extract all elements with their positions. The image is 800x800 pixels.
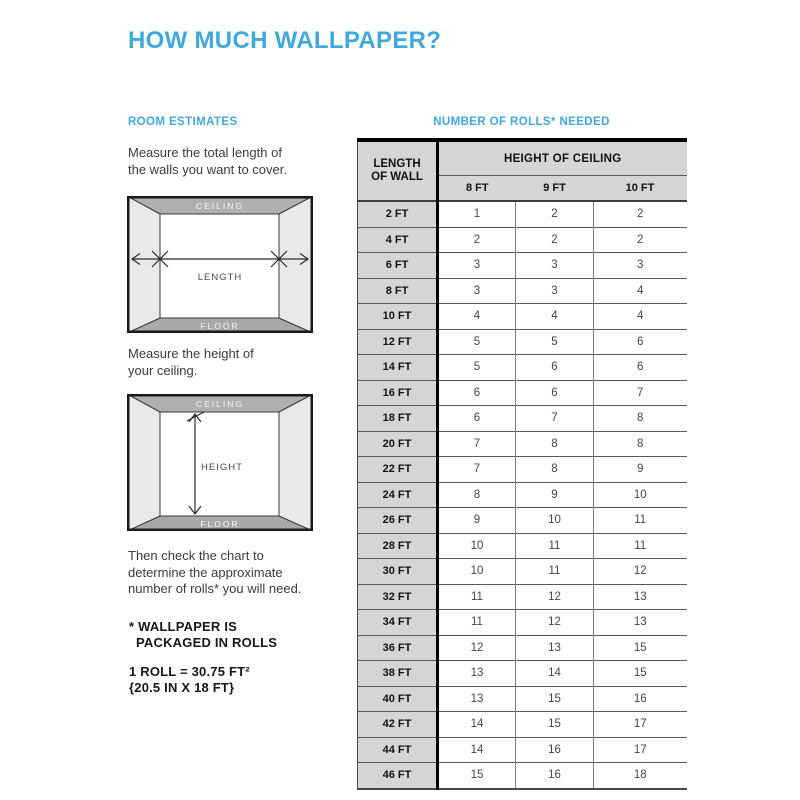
rolls-value-cell: 3 [438,253,516,279]
table-row [358,431,687,457]
table-row [358,457,687,483]
step1-instruction: Measure the total length of the walls you want to cover. [128,145,287,177]
rolls-value-cell: 15 [594,661,687,687]
rolls-value-cell: 7 [594,380,687,406]
rolls-value-cell: 13 [438,686,516,712]
rolls-value-cell: 11 [594,508,687,534]
rolls-value-cell: 15 [438,763,516,789]
rolls-value-cell: 6 [516,380,594,406]
roll-info-line1: 1 ROLL = 30.75 FT² [129,664,250,679]
rolls-value-cell: 13 [438,661,516,687]
table-row [358,533,687,559]
wall-length-cell: 44 FT [358,737,438,763]
rolls-value-cell: 5 [438,355,516,381]
table-row [358,253,687,279]
table-row [358,712,687,738]
table-row [358,201,687,227]
rolls-value-cell: 17 [594,737,687,763]
wall-length-cell: 10 FT [358,304,438,330]
footnote-line1: * WALLPAPER IS [129,619,238,634]
wall-length-cell: 12 FT [358,329,438,355]
ceiling-label: CEILING [195,399,245,409]
wall-length-cell: 20 FT [358,431,438,457]
wall-length-cell: 26 FT [358,508,438,534]
rolls-value-cell: 13 [594,610,687,636]
wall-length-cell: 8 FT [358,278,438,304]
rolls-value-cell: 16 [516,763,594,789]
ceiling-label: CEILING [195,201,245,211]
rolls-value-cell: 4 [594,278,687,304]
table-row [358,227,687,253]
rolls-value-cell: 3 [594,253,687,279]
wall-length-cell: 30 FT [358,559,438,585]
table-row [358,610,687,636]
rolls-value-cell: 15 [516,686,594,712]
wall-length-cell: 24 FT [358,482,438,508]
rolls-value-cell: 9 [594,457,687,483]
table-row [358,584,687,610]
rolls-value-cell: 8 [516,431,594,457]
rolls-value-cell: 11 [516,533,594,559]
rolls-value-cell: 5 [516,329,594,355]
rolls-value-cell: 4 [516,304,594,330]
rolls-value-cell: 9 [438,508,516,534]
floor-label: FLOOR [200,519,240,529]
rolls-value-cell: 6 [438,380,516,406]
rolls-value-cell: 3 [516,278,594,304]
wall-length-cell: 6 FT [358,253,438,279]
room-estimates-heading: ROOM ESTIMATES [128,116,238,128]
rolls-value-cell: 4 [594,304,687,330]
table-row [358,737,687,763]
table-row [358,661,687,687]
rolls-value-cell: 10 [594,482,687,508]
table-row [358,304,687,330]
room-height-diagram [127,394,313,531]
wall-length-cell: 40 FT [358,686,438,712]
wall-length-cell: 32 FT [358,584,438,610]
wall-length-cell: 22 FT [358,457,438,483]
table-row [358,559,687,585]
rolls-table-body [358,201,687,789]
rolls-value-cell: 15 [516,712,594,738]
table-row [358,355,687,381]
wall-length-cell: 16 FT [358,380,438,406]
rolls-value-cell: 13 [516,635,594,661]
rolls-value-cell: 10 [516,508,594,534]
length-of-wall-header: LENGTH OF WALL [358,140,438,201]
rolls-value-cell: 16 [516,737,594,763]
wall-length-cell: 18 FT [358,406,438,432]
rolls-value-cell: 8 [438,482,516,508]
floor-label: FLOOR [200,321,240,331]
col-header-9ft: 9 FT [516,176,594,202]
table-row [358,380,687,406]
rolls-value-cell: 12 [516,610,594,636]
rolls-value-cell: 6 [594,329,687,355]
rolls-value-cell: 14 [516,661,594,687]
rolls-value-cell: 11 [516,559,594,585]
rolls-value-cell: 14 [438,737,516,763]
rolls-value-cell: 7 [438,457,516,483]
rolls-value-cell: 6 [516,355,594,381]
rolls-value-cell: 2 [438,227,516,253]
roll-size-info [129,664,250,696]
rolls-value-cell: 14 [438,712,516,738]
rolls-value-cell: 18 [594,763,687,789]
rolls-value-cell: 8 [594,431,687,457]
step3-instruction: Then check the chart to determine the approximate number of rolls* you will need. [128,548,302,596]
rolls-value-cell: 7 [516,406,594,432]
table-header-row [358,140,687,176]
rolls-value-cell: 6 [438,406,516,432]
rolls-value-cell: 7 [438,431,516,457]
rolls-value-cell: 17 [594,712,687,738]
table-row [358,482,687,508]
rolls-value-cell: 9 [516,482,594,508]
roll-info-line2: {20.5 IN X 18 FT} [129,680,235,695]
table-row [358,763,687,789]
wall-length-cell: 42 FT [358,712,438,738]
table-row [358,508,687,534]
rolls-value-cell: 2 [594,227,687,253]
room-length-diagram [127,196,313,333]
rolls-value-cell: 10 [438,533,516,559]
table-row [358,635,687,661]
rolls-value-cell: 11 [438,610,516,636]
rolls-value-cell: 3 [516,253,594,279]
step2-instruction: Measure the height of your ceiling. [128,346,254,378]
rolls-value-cell: 1 [438,201,516,227]
table-row [358,406,687,432]
rolls-value-cell: 12 [594,559,687,585]
right-wall-surface [279,394,313,531]
wall-length-cell: 28 FT [358,533,438,559]
table-row [358,329,687,355]
wall-length-cell: 36 FT [358,635,438,661]
wallpaper-footnote [129,619,277,651]
wall-length-cell: 2 FT [358,201,438,227]
wall-length-cell: 46 FT [358,763,438,789]
wall-length-cell: 34 FT [358,610,438,636]
col-header-8ft: 8 FT [438,176,516,202]
rolls-value-cell: 6 [594,355,687,381]
left-wall-surface [127,394,160,531]
rolls-value-cell: 15 [594,635,687,661]
wall-length-cell: 38 FT [358,661,438,687]
rolls-value-cell: 10 [438,559,516,585]
rolls-value-cell: 2 [516,227,594,253]
rolls-value-cell: 12 [516,584,594,610]
rolls-value-cell: 11 [438,584,516,610]
rolls-value-cell: 12 [438,635,516,661]
rolls-value-cell: 2 [516,201,594,227]
rolls-value-cell: 3 [438,278,516,304]
wall-length-cell: 4 FT [358,227,438,253]
rolls-value-cell: 13 [594,584,687,610]
table-row [358,686,687,712]
rolls-needed-heading: NUMBER OF ROLLS* NEEDED [433,116,610,128]
rolls-value-cell: 8 [516,457,594,483]
rolls-value-cell: 16 [594,686,687,712]
height-of-ceiling-header: HEIGHT OF CEILING [438,140,687,176]
rolls-value-cell: 11 [594,533,687,559]
page-title: HOW MUCH WALLPAPER? [128,27,442,54]
footnote-line2: PACKAGED IN ROLLS [136,635,278,650]
table-row [358,278,687,304]
col-header-10ft: 10 FT [594,176,687,202]
wall-length-cell: 14 FT [358,355,438,381]
height-label: HEIGHT [201,462,243,473]
rolls-needed-table [357,138,687,790]
rolls-value-cell: 5 [438,329,516,355]
length-label: LENGTH [197,272,243,283]
rolls-value-cell: 4 [438,304,516,330]
rolls-value-cell: 2 [594,201,687,227]
rolls-value-cell: 8 [594,406,687,432]
back-wall-surface [160,214,279,318]
